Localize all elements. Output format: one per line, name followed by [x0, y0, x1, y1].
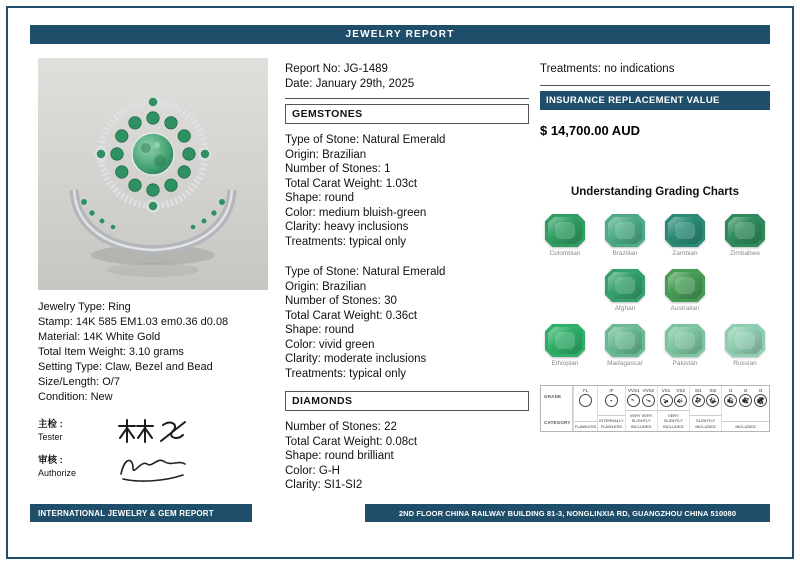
inclusion-dot: [665, 402, 667, 404]
emerald-name: Colombian: [549, 250, 581, 257]
clarity-grade-cell: [627, 388, 640, 407]
inclusion-dot: [731, 402, 733, 404]
inclusion-dot: [697, 402, 699, 404]
clarity-sample-circle: [754, 394, 767, 407]
footer-report-name: INTERNATIONAL JEWELRY & GEM REPORT: [30, 504, 252, 522]
gemstone-block: [285, 265, 529, 381]
emerald-stone: [605, 214, 645, 247]
gemstone-line: Total Carat Weight: 1.03ct: [285, 177, 418, 190]
clarity-category-name: INTERNALLY FLAWLESS: [599, 418, 624, 429]
clarity-category-name: FLAWLESS: [575, 423, 597, 429]
clarity-category-name: VERY VERY SLIGHTLY INCLUDED: [629, 413, 653, 429]
emerald-cell: [722, 324, 768, 367]
clarity-grade-row: [626, 386, 657, 411]
clarity-grade-code: IF: [609, 388, 614, 393]
diamond-line: Shape: round brilliant: [285, 450, 394, 462]
gemstone-line: Type of Stone: Natural Emerald: [285, 266, 446, 278]
emerald-facet: [555, 222, 575, 239]
clarity-grade-row: [574, 386, 597, 422]
inclusion-dot: [646, 399, 648, 401]
inclusion-dot: [611, 400, 613, 402]
gemstone-line: Shape: round: [285, 192, 355, 204]
clarity-sample-circle: [739, 394, 752, 407]
clarity-grade-cell: [754, 388, 767, 418]
emerald-stone: [725, 324, 765, 357]
tester-labels: [38, 419, 100, 443]
clarity-grade-cell: [692, 388, 705, 412]
emerald-name: Russian: [733, 360, 757, 367]
emerald-name: Madagascar: [607, 360, 643, 367]
emerald-cell: [722, 214, 768, 257]
clarity-grade-code: VVS1: [628, 388, 640, 393]
gemstone-line: Origin: Brazilian: [285, 280, 367, 293]
gemstone-line: Number of Stones: 1: [285, 163, 391, 175]
item-detail-line: Setting Type: Claw, Bezel and Bead: [38, 361, 213, 373]
clarity-grade-row: [598, 386, 624, 416]
emerald-cell: [542, 214, 588, 257]
inclusion-dot: [746, 402, 748, 404]
insurance-header-bar: INSURANCE REPLACEMENT VALUE: [540, 91, 770, 110]
emerald-cell: [662, 269, 708, 312]
clarity-grade-code: I1: [728, 388, 733, 393]
inclusion-dot: [714, 401, 716, 403]
clarity-grade-code: I2: [743, 388, 748, 393]
inclusion-dot: [761, 400, 763, 402]
item-detail-line: Size/Length: O/7: [38, 376, 120, 388]
inclusion-dot: [664, 399, 666, 401]
gemstone-line: Clarity: moderate inclusions: [285, 353, 427, 365]
gemstones-section-header: GEMSTONES: [285, 104, 529, 124]
clarity-sample-circle: [706, 394, 719, 407]
left-column: [38, 58, 268, 485]
clarity-grade-code: FL: [582, 388, 589, 393]
ring-photo: [38, 58, 268, 290]
footer-address: 2ND FLOOR CHINA RAILWAY BUILDING 81-3, NONGLINXIA RD, GUANGZHOU CHINA 510080: [365, 504, 770, 522]
emerald-cell: [542, 324, 588, 367]
emerald-facet: [615, 277, 635, 294]
emerald-grid: [540, 214, 770, 367]
clarity-grade-cell: [579, 388, 592, 418]
tester-row: [38, 413, 268, 449]
gemstone-line: Treatments: typical only: [285, 235, 407, 248]
gemstone-block: [285, 133, 529, 249]
emerald-stone: [665, 214, 705, 247]
emerald-name: Pakistan: [672, 360, 698, 367]
inclusion-dot: [649, 401, 651, 403]
report-page: [6, 6, 794, 559]
clarity-grade-code: VS2: [676, 388, 685, 393]
inclusion-dot: [762, 397, 764, 399]
emerald-name: Afghan: [614, 305, 636, 312]
clarity-grade-label: GRADE: [544, 394, 562, 399]
inclusion-dot: [762, 402, 764, 404]
emerald-facet: [735, 222, 755, 239]
diamond-line: Color: G-H: [285, 464, 340, 477]
clarity-category-name: INCLUDED: [735, 423, 756, 429]
emerald-row: [540, 214, 770, 257]
inclusion-dot: [695, 401, 697, 403]
emerald-facet: [615, 332, 635, 349]
clarity-grade-cell: [706, 388, 719, 412]
report-date: Date: January 29th, 2025: [285, 78, 415, 90]
clarity-grade-row: [722, 386, 769, 422]
authorize-label-cn: 审核 :: [38, 455, 63, 466]
inclusion-dot: [678, 401, 680, 403]
clarity-grade-code: I3: [758, 388, 763, 393]
emerald-stone: [605, 324, 645, 357]
gemstone-blocks: [285, 133, 529, 381]
emerald-cell: [602, 324, 648, 367]
authorize-label-en: Authorize: [38, 468, 77, 478]
clarity-grade-row: [658, 386, 689, 411]
inclusion-dot: [760, 403, 762, 405]
report-number: Report No: JG-1489: [285, 63, 388, 75]
emerald-stone: [545, 324, 585, 357]
emerald-name: Australian: [670, 305, 700, 312]
tester-label-en: Tester: [38, 432, 63, 442]
clarity-grade-cell: [605, 388, 618, 412]
inclusion-dot: [667, 401, 669, 403]
emerald-row: [540, 269, 770, 312]
inclusion-dot: [710, 399, 712, 401]
item-detail-line: Jewelry Type: Ring: [38, 301, 131, 313]
inclusion-dot: [711, 397, 713, 399]
clarity-category-name: VERY SLIGHTLY INCLUDED: [663, 413, 684, 429]
inclusion-dot: [681, 401, 683, 403]
diamond-line: Clarity: SI1-SI2: [285, 479, 363, 491]
grading-charts-title: Understanding Grading Charts: [570, 186, 740, 198]
gemstone-line: Clarity: heavy inclusions: [285, 221, 409, 233]
emerald-facet: [675, 277, 695, 294]
clarity-group: [573, 386, 597, 431]
item-detail-line: Total Item Weight: 3.10 grams: [38, 346, 184, 358]
emerald-facet: [615, 222, 635, 239]
clarity-sample-circle: [674, 394, 687, 407]
diamond-line: Total Carat Weight: 0.08ct: [285, 435, 418, 448]
clarity-grade-cell: [642, 388, 655, 407]
right-column: [540, 62, 770, 432]
emerald-cell: [602, 214, 648, 257]
ring-photo-image: [38, 58, 268, 290]
inclusion-dot: [699, 399, 701, 401]
clarity-category-name: SLIGHTLY INCLUDED: [695, 418, 716, 429]
emerald-facet: [675, 222, 695, 239]
clarity-sample-circle: [579, 394, 592, 407]
treatments-line: Treatments: no indications: [540, 63, 675, 75]
gemstone-line: Color: vivid green: [285, 338, 375, 351]
clarity-sample-circle: [642, 394, 655, 407]
emerald-name: Zimbabwe: [730, 250, 760, 257]
insurance-value: $ 14,700.00 AUD: [540, 123, 640, 138]
clarity-grade-row: [690, 386, 721, 416]
gemstone-line: Type of Stone: Natural Emerald: [285, 134, 446, 146]
emerald-stone: [665, 324, 705, 357]
diamonds-section-header: DIAMONDS: [285, 391, 529, 411]
clarity-chart: [540, 385, 770, 432]
emerald-name: Ethiopian: [551, 360, 579, 367]
clarity-group: [597, 386, 624, 431]
clarity-sample-circle: [605, 394, 618, 407]
gemstone-line: Origin: Brazilian: [285, 148, 367, 161]
clarity-grade-code: VVS2: [642, 388, 655, 393]
emerald-name: Zambian: [672, 250, 698, 257]
emerald-stone: [605, 269, 645, 302]
inclusion-dot: [681, 398, 683, 400]
clarity-sample-circle: [692, 394, 705, 407]
tester-signature-image: [108, 415, 208, 447]
gemstone-line: Color: medium bluish-green: [285, 206, 427, 219]
clarity-grade-cell: [739, 388, 752, 418]
clarity-category-label: CATEGORY: [544, 420, 571, 426]
clarity-axis-labels: [541, 386, 573, 431]
authorize-signature-image: [108, 451, 208, 483]
inclusion-dot: [746, 400, 748, 402]
inclusion-dot: [745, 397, 747, 399]
inclusion-dot: [747, 398, 749, 400]
clarity-grade-cell: [674, 388, 687, 407]
inclusion-dot: [699, 401, 701, 403]
clarity-group: [657, 386, 689, 431]
inclusion-dot: [632, 399, 634, 401]
inclusion-dot: [729, 400, 731, 402]
clarity-group: [721, 386, 769, 431]
inclusion-dot: [730, 397, 732, 399]
clarity-sample-circle: [660, 394, 673, 407]
emerald-cell: [662, 214, 708, 257]
emerald-stone: [545, 214, 585, 247]
tester-label-cn: 主检 :: [38, 419, 63, 430]
signature-block: [38, 413, 268, 485]
inclusion-dot: [633, 400, 635, 402]
clarity-grade-code: SI2: [709, 388, 717, 393]
emerald-name: Brazilian: [612, 250, 638, 257]
divider-line: [540, 85, 770, 86]
item-details: [38, 300, 268, 405]
clarity-sample-circle: [724, 394, 737, 407]
divider-line: [285, 98, 529, 99]
gemstone-line: Number of Stones: 30: [285, 295, 397, 307]
emerald-facet: [555, 332, 575, 349]
clarity-group: [689, 386, 721, 431]
item-detail-line: Condition: New: [38, 391, 113, 403]
gemstone-line: Treatments: typical only: [285, 367, 407, 380]
report-title: JEWELRY REPORT: [345, 29, 455, 40]
authorize-labels: [38, 455, 100, 479]
item-detail-line: Stamp: 14K 585 EM1.03 em0.36 d0.08: [38, 316, 229, 328]
clarity-grade-cell: [724, 388, 737, 418]
gemstone-line: Shape: round: [285, 324, 355, 336]
inclusion-dot: [710, 401, 712, 403]
middle-column: [285, 62, 529, 493]
clarity-grade-code: VS1: [661, 388, 671, 393]
diamond-lines: [285, 420, 529, 493]
emerald-facet: [675, 332, 695, 349]
inclusion-dot: [697, 397, 699, 399]
item-detail-line: Material: 14K White Gold: [38, 331, 161, 343]
clarity-group: [625, 386, 657, 431]
emerald-cell: [662, 324, 708, 367]
emerald-stone: [725, 214, 765, 247]
emerald-facet: [735, 332, 755, 349]
clarity-grade-cell: [660, 388, 673, 407]
inclusion-dot: [760, 398, 762, 400]
emerald-stone: [665, 269, 705, 302]
clarity-grade-code: SI1: [694, 388, 702, 393]
gemstone-line: Total Carat Weight: 0.36ct: [285, 309, 418, 322]
clarity-sample-circle: [627, 394, 640, 407]
emerald-cell: [602, 269, 648, 312]
inclusion-dot: [679, 402, 681, 404]
authorize-row: [38, 449, 268, 485]
emerald-row: [540, 324, 770, 367]
report-title-bar: [30, 25, 770, 44]
diamond-line: Number of Stones: 22: [285, 421, 397, 433]
inclusion-dot: [742, 400, 744, 402]
